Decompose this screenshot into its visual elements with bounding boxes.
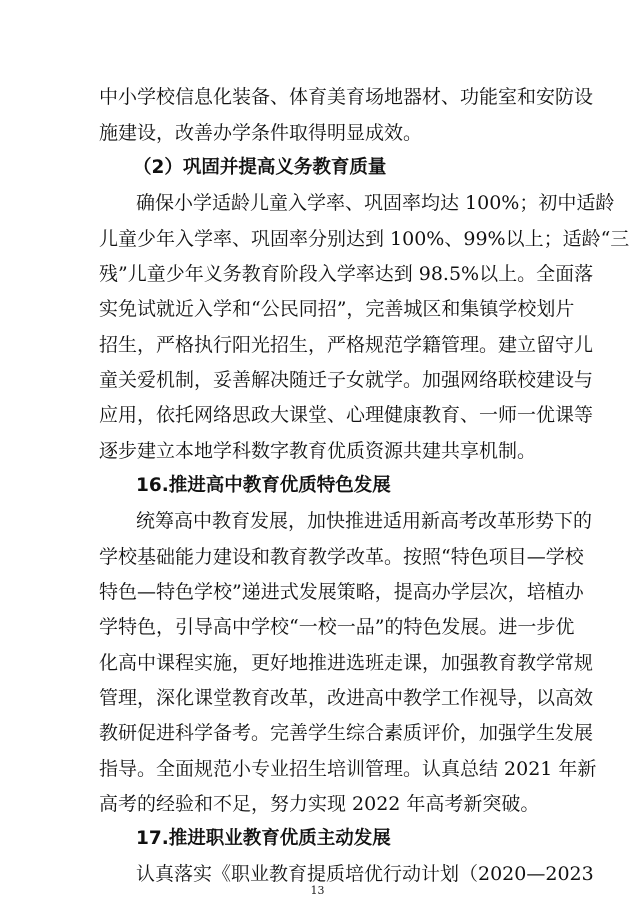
body-text-line: 儿童少年入学率、巩固率分别达到 100%、99%以上；适龄“三 xyxy=(99,228,630,250)
subsection-heading: （2）巩固并提高义务教育质量 xyxy=(133,157,387,178)
body-text-line: 高考的经验和不足，努力实现 2022 年高考新突破。 xyxy=(99,793,540,815)
paragraph-first-line: 确保小学适龄儿童入学率、巩固率均达 100%；初中适龄 xyxy=(136,192,615,214)
body-text-line: 实免试就近入学和“公民同招”，完善城区和集镇学校划片 xyxy=(99,298,575,320)
section-heading: 16.推进高中教育优质特色发展 xyxy=(136,475,391,496)
body-text-line: 教研促进科学备考。完善学生综合素质评价，加强学生发展 xyxy=(99,722,594,744)
body-text-line: 特色—特色学校”递进式发展策略，提高办学层次，培植办 xyxy=(99,581,584,603)
body-text-line: 逐步建立本地学科数字教育优质资源共建共享机制。 xyxy=(99,440,537,462)
body-text-line: 残”儿童少年义务教育阶段入学率达到 98.5%以上。全面落 xyxy=(99,263,594,285)
body-text-line: 招生，严格执行阳光招生，严格规范学籍管理。建立留守儿 xyxy=(99,334,594,356)
section-heading: 17.推进职业教育优质主动发展 xyxy=(136,828,391,849)
body-text-line: 管理，深化课堂教育改革，改进高中教学工作视导，以高效 xyxy=(99,687,594,709)
body-text-line: 应用，依托网络思政大课堂、心理健康教育、一师一优课等 xyxy=(99,404,594,426)
paragraph-first-line: 统筹高中教育发展，加快推进适用新高考改革形势下的 xyxy=(136,510,593,532)
body-text-line: 施建设，改善办学条件取得明显成效。 xyxy=(99,122,423,144)
paragraph-first-line: 认真落实《职业教育提质培优行动计划（2020—2023 xyxy=(136,863,594,885)
body-text-line: 中小学校信息化装备、体育美育场地器材、功能室和安防设 xyxy=(99,86,594,108)
body-text-line: 化高中课程实施，更好地推进选班走课，加强教育教学常规 xyxy=(99,652,594,674)
body-text-line: 学校基础能力建设和教育教学改革。按照“特色项目—学校 xyxy=(99,546,584,568)
body-text-line: 童关爱机制，妥善解决随迁子女就学。加强网络联校建设与 xyxy=(99,369,594,391)
body-text-line: 学特色，引导高中学校“一校一品”的特色发展。进一步优 xyxy=(99,616,575,638)
body-text-line: 指导。全面规范小专业招生培训管理。认真总结 2021 年新 xyxy=(99,758,597,780)
page-number: 13 xyxy=(310,884,325,897)
